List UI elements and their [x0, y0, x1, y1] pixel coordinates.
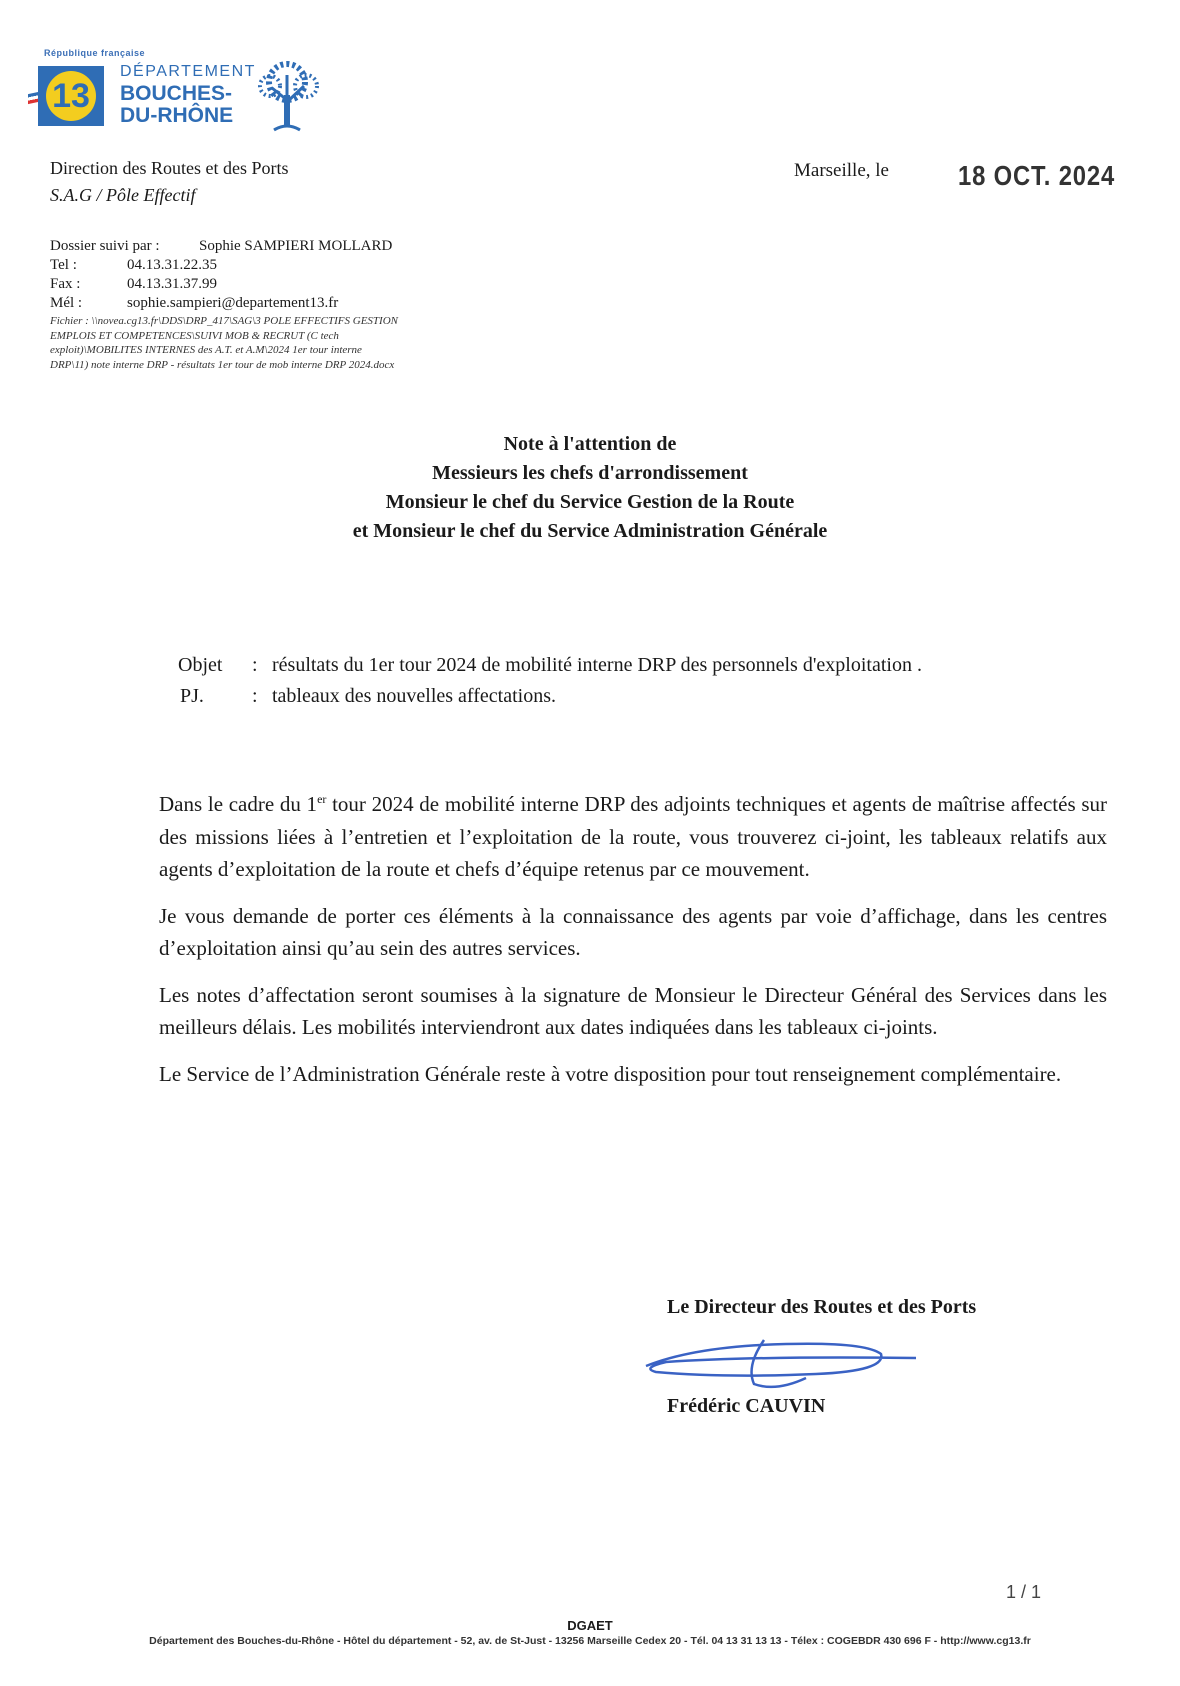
dossier-label: Dossier suivi par :: [50, 238, 160, 254]
signatory-name: Frédéric CAUVIN: [667, 1395, 826, 1417]
sender-direction: Direction des Routes et des Ports: [50, 158, 289, 178]
page-number: 1 / 1: [1006, 1582, 1042, 1602]
handwritten-signature: [636, 1326, 921, 1390]
pj-sep: :: [252, 685, 258, 707]
logo-departement: DÉPARTEMENT: [120, 63, 256, 80]
logo-number: 13: [46, 71, 96, 121]
olive-tree-icon: [252, 60, 322, 132]
date-stamp: 18 OCT. 2024: [958, 160, 1116, 191]
fax-value: 04.13.31.37.99: [127, 276, 217, 292]
p1-start: Dans le cadre du 1: [159, 792, 318, 816]
dossier-value: Sophie SAMPIERI MOLLARD: [199, 238, 393, 254]
addressee-line: Note à l'attention de: [503, 433, 677, 455]
addressee-line: Messieurs les chefs d'arrondissement: [432, 462, 748, 484]
pj-text: tableaux des nouvelles affectations.: [272, 685, 556, 707]
addressee-block: [0, 430, 1180, 546]
footer-address: Département des Bouches-du-Rhône - Hôtel du département - 52, av. de St-Just - 13256 Marseille Cedex 20 - Tél. 04 13 31 13 13 - Télex : COGEBDR 430 696 F - http://www.cg13.fr: [149, 1635, 1031, 1647]
tel-label: Tel :: [50, 257, 77, 273]
paragraph-3: Les notes d’affectation seront soumises à la signature de Monsieur le Directeur Général des Services dans les meilleurs délais. Les mobilités interviendront aux dates indiquées dans les tableaux ci-joints.: [159, 982, 1107, 1039]
mel-value: sophie.sampieri@departement13.fr: [127, 295, 339, 311]
footer-org: DGAET: [567, 1618, 613, 1633]
paragraph-4: Le Service de l’Administration Générale reste à votre disposition pour tout renseignement complémentaire.: [159, 1061, 1062, 1086]
objet-sep: :: [252, 654, 258, 676]
addressee-line: et Monsieur le chef du Service Administration Générale: [352, 520, 828, 542]
tel-value: 04.13.31.22.35: [127, 257, 217, 273]
objet-label: Objet: [178, 654, 223, 676]
letter-body: [159, 783, 1107, 1104]
signatory-title: Le Directeur des Routes et des Ports: [667, 1296, 977, 1318]
place-label: Marseille, le: [794, 160, 889, 181]
file-path: [50, 314, 398, 372]
objet-text: résultats du 1er tour 2024 de mobilité interne DRP des personnels d'exploitation .: [272, 654, 922, 676]
mel-label: Mél :: [50, 295, 83, 311]
fax-label: Fax :: [50, 276, 81, 292]
republique-francaise-label: République française: [44, 48, 146, 58]
file-path-line: Fichier : \\novea.cg13.fr\DDS\DRP_417\SAG\3 POLE EFFECTIFS GESTION: [50, 315, 398, 327]
logo-name: [120, 83, 233, 127]
sender-service: S.A.G / Pôle Effectif: [50, 185, 196, 205]
logo-name-line2: DU-RHÔNE: [120, 104, 234, 127]
paragraph-1: [159, 783, 1107, 886]
pj-label: PJ.: [180, 685, 204, 707]
contact-block: [50, 237, 392, 313]
p1-rest: tour 2024 de mobilité interne DRP des adjoints techniques et agents de maîtrise affectés sur des missions liées à l’entretien et l’exploitation de la route, vous trouverez ci-joint, les tableaux relatifs aux agents d’exploitation de la route et chefs d’équipe retenus par ce mouvement.: [159, 792, 1107, 881]
file-path-line: exploit)\MOBILITES INTERNES des A.T. et A.M\2024 1er tour interne: [50, 344, 362, 356]
logo-name-line1: BOUCHES-: [120, 82, 233, 105]
addressee-line: Monsieur le chef du Service Gestion de la Route: [385, 491, 795, 513]
p1-sup: er: [317, 792, 327, 806]
file-path-line: DRP\11) note interne DRP - résultats 1er tour de mob interne DRP 2024.docx: [50, 358, 395, 371]
file-path-line: EMPLOIS ET COMPETENCES\SUIVI MOB & RECRUT (C tech: [50, 329, 339, 342]
department-13-logo: [38, 66, 104, 126]
paragraph-2: Je vous demande de porter ces éléments à la connaissance des agents par voie d’affichage, dans les centres d’exploitation ainsi qu’au sein des autres services.: [159, 903, 1107, 960]
